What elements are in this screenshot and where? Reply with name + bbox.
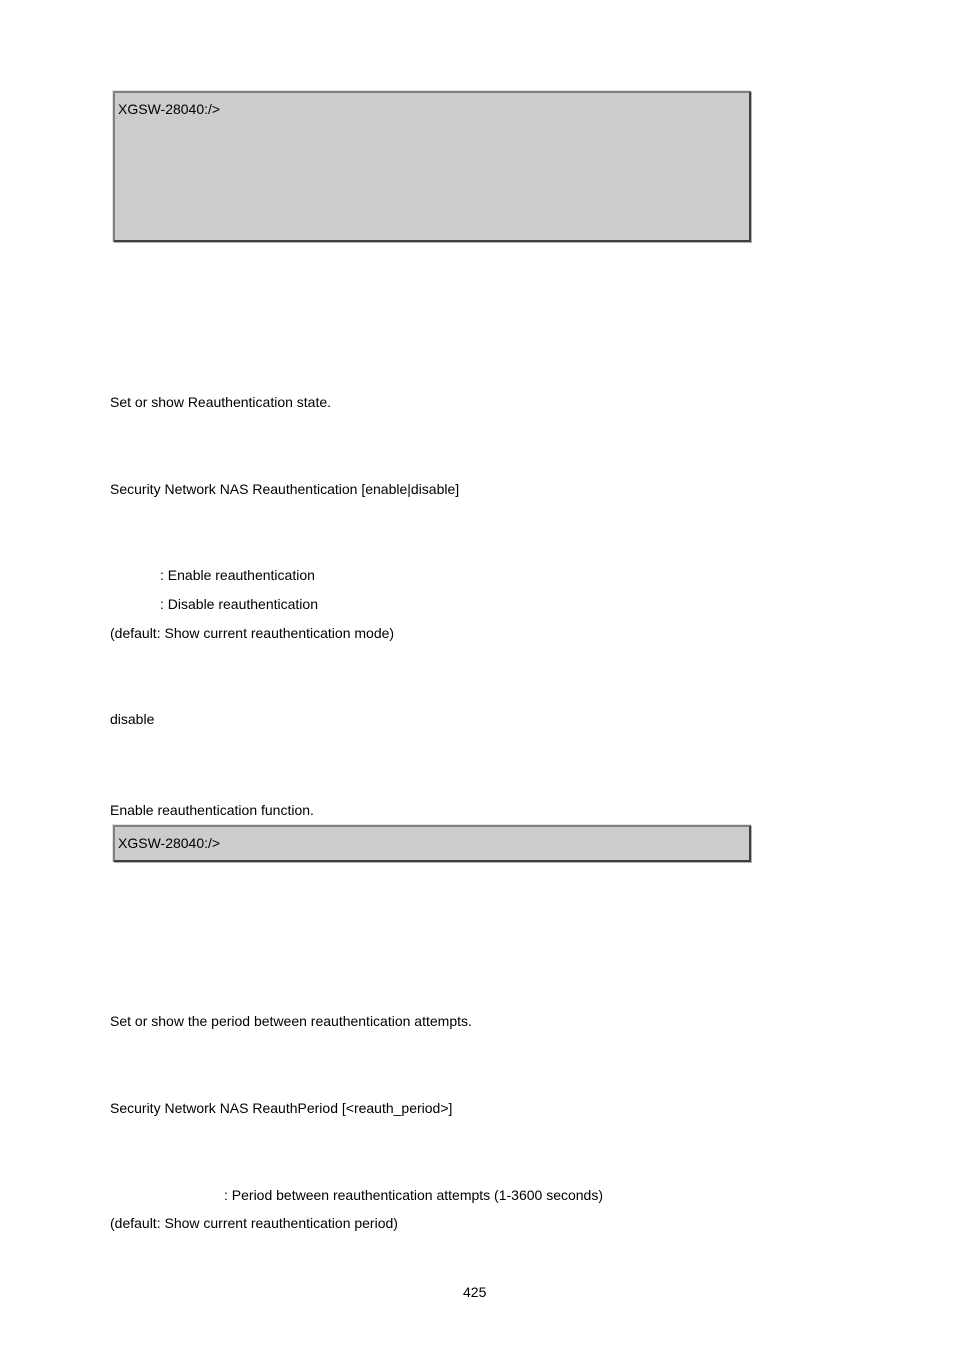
reauth-param-default: (default: Show current reauthentication mode) <box>110 625 395 641</box>
command-box-top <box>113 91 751 242</box>
reauth-example-description: Enable reauthentication function. <box>110 802 314 818</box>
reauth-period-description: Set or show the period between reauthentication attempts. <box>110 1013 472 1029</box>
reauth-period-param-default: (default: Show current reauthentication period) <box>110 1215 398 1231</box>
reauth-period-param: : Period between reauthentication attempts (1-3600 seconds) <box>224 1187 604 1203</box>
reauth-default-value: disable <box>110 711 155 727</box>
cli-prompt: XGSW-28040:/> <box>118 835 221 851</box>
page-number: 425 <box>463 1284 487 1300</box>
command-box-example <box>113 825 751 862</box>
reauth-param-enable: : Enable reauthentication <box>160 567 315 583</box>
cli-prompt: XGSW-28040:/> <box>118 101 221 117</box>
reauth-param-disable: : Disable reauthentication <box>160 596 318 612</box>
reauth-period-syntax: Security Network NAS ReauthPeriod [<reauth_period>] <box>110 1100 453 1116</box>
reauth-syntax: Security Network NAS Reauthentication [enable|disable] <box>110 481 460 497</box>
reauth-description: Set or show Reauthentication state. <box>110 394 332 410</box>
